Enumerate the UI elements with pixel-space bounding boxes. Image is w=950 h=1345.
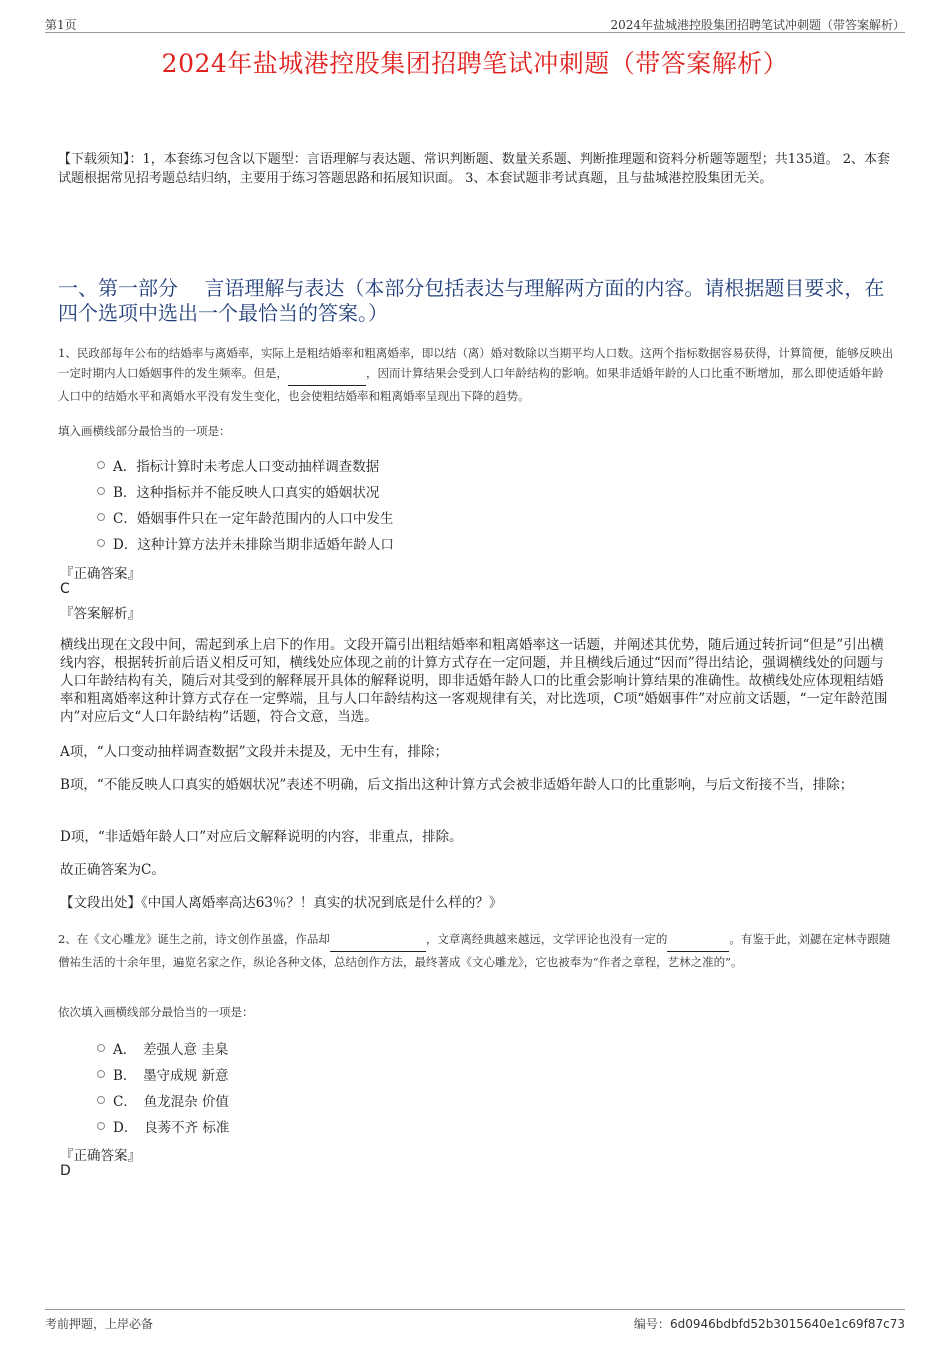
analysis-option-a: A项，“人口变动抽样调查数据”文段并未提及，无中生有，排除；: [60, 744, 449, 760]
answer-label: 『正确答案』: [60, 566, 141, 582]
question-1-options: [97, 452, 394, 556]
footer-slogan: 考前押题，上岸必备: [45, 1317, 154, 1331]
section-heading: 一、第一部分 言语理解与表达（本部分包括表达与理解两方面的内容。请根据题目要求，在四个选项中选出一个最恰当的答案。）: [58, 276, 885, 325]
answer-label: 『正确答案』: [60, 1148, 141, 1164]
option-d[interactable]: D． 良莠不齐 标准: [97, 1113, 229, 1139]
analysis-option-b: B项，“不能反映人口真实的婚姻状况”表述不明确，后文指出这种计算方式会被非适婚年龄人口的比重影响，与后文衔接不当，排除；: [60, 777, 854, 793]
radio-icon[interactable]: [97, 539, 105, 547]
download-notice: 【下载须知】：1，本套练习包含以下题型：言语理解与表达题、常识判断题、数量关系题、判断推理题和资料分析题等题型；共135道。 2、本套试题根据常见招考题总结归纳，主要用于练习答题思路和拓展知识面。 3、本套试题非考试真题，且与盐城港控股集团无关。: [58, 152, 890, 186]
radio-icon[interactable]: [97, 1122, 105, 1130]
option-a[interactable]: A． 差强人意 圭臬: [97, 1035, 229, 1061]
document-title: 2024年盐城港控股集团招聘笔试冲刺题（带答案解析）: [161, 49, 789, 78]
analysis-conclusion: 故正确答案为C。: [60, 862, 165, 878]
radio-icon[interactable]: [97, 1096, 105, 1104]
option-d[interactable]: D．这种计算方法并未排除当期非适婚年龄人口: [97, 530, 394, 556]
page-header: [45, 14, 905, 33]
radio-icon[interactable]: [97, 461, 105, 469]
option-a[interactable]: A．指标计算时未考虑人口变动抽样调查数据: [97, 452, 394, 478]
page-number: 第1页: [45, 18, 77, 32]
radio-icon[interactable]: [97, 513, 105, 521]
fill-blank: [288, 365, 366, 386]
question-1-prompt: 填入画横线部分最恰当的一项是：: [58, 424, 231, 438]
option-c[interactable]: C．婚姻事件只在一定年龄范围内的人口中发生: [97, 504, 394, 530]
question-2-prompt: 依次填入画横线部分最恰当的一项是：: [58, 1005, 254, 1019]
radio-icon[interactable]: [97, 487, 105, 495]
answer-value: D: [60, 1163, 71, 1179]
header-doc-title: 2024年盐城港控股集团招聘笔试冲刺题（带答案解析）: [610, 18, 905, 32]
option-b[interactable]: B．这种指标并不能反映人口真实的婚姻状况: [97, 478, 394, 504]
option-b[interactable]: B． 墨守成规 新意: [97, 1061, 229, 1087]
fill-blank: [330, 931, 426, 952]
fill-blank: [667, 931, 729, 952]
question-2-options: [97, 1035, 229, 1139]
passage-source: 【文段出处】《中国人离婚率高达63％？！真实的状况到底是什么样的？》: [60, 895, 503, 911]
analysis-option-d: D项，“非适婚年龄人口”对应后文解释说明的内容，非重点，排除。: [60, 829, 463, 845]
analysis-paragraph: 横线出现在文段中间，需起到承上启下的作用。文段开篇引出粗结婚率和粗离婚率这一话题，并阐述其优势，随后通过转折词“但是”引出横线内容，根据转折前后语义相反可知，横线处应体现之前的计算方式存在一定问题，并且横线后通过“因而”得出结论，强调横线处的问题与人口年龄结构有关，随后对其受到的解释展开具体的解释说明，即非适婚年龄人口的比重会影响计算结果的准确性。故横线处应体现粗结婚率和粗离婚率这种计算方式存在一定弊端，且与人口年龄结构这一客观规律有关，对比选项，C项“婚姻事件”对应前文话题，“一定年龄范围内”对应后文“人口年龄结构”话题，符合文意，当选。: [60, 637, 888, 725]
radio-icon[interactable]: [97, 1070, 105, 1078]
radio-icon[interactable]: [97, 1044, 105, 1052]
footer-code: 编号：6d0946bdbfd52b3015640e1c69f87c73: [633, 1317, 905, 1331]
analysis-label: 『答案解析』: [60, 606, 141, 622]
question-1-stem: 1、民政部每年公布的结婚率与离婚率，实际上是粗结婚率和粗离婚率，即以结（离）婚对数除以当期平均人口数。这两个指标数据容易获得，计算简便，能够反映出一定时期内人口婚姻事件的发生频率。但是， ，因而计算结果会受到人口年龄结构的影响。如果非适婚年龄的人口比重不断增加，那么即使适婚年龄人口中的结婚水平和离婚水平没有发生变化，也会使粗结婚率和粗离婚率呈现出下降的趋势。: [58, 346, 894, 403]
answer-value: C: [60, 581, 70, 597]
option-c[interactable]: C． 鱼龙混杂 价值: [97, 1087, 229, 1113]
page-footer: [45, 1309, 905, 1334]
question-2-stem: 2、在《文心雕龙》诞生之前，诗文创作虽盛，作品却 ，文章离经典越来越远，文学评论也没有一定的 。有鉴于此，刘勰在定林寺跟随僧祐生活的十余年里，遍览名家之作，纵论各种文体，总结创作方法，最终著成《文心雕龙》，它也被奉为“作者之章程，艺林之准的”。: [58, 932, 891, 969]
